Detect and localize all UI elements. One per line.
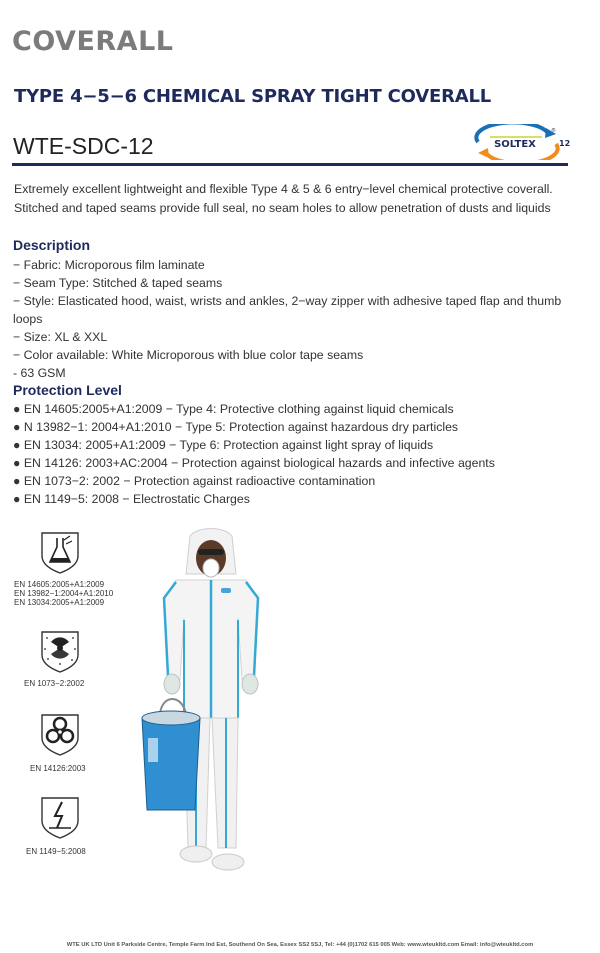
pictogram-caption: EN 1073−2:2002 [24,679,85,688]
protection-title: Protection Level [13,382,122,398]
protection-item: ● EN 14605:2005+A1:2009 − Type 4: Protective clothing against liquid chemicals [13,402,454,416]
pictogram-caption: EN 14605:2005+A1:2009 EN 13982−1:2004+A1:2010 EN 13034:2005+A1:2009 [14,580,114,607]
description-item: − Color available: White Microporous with blue color tape seams [13,348,364,362]
protection-item: ● EN 13034: 2005+A1:2009 − Type 6: Protection against light spray of liquids [13,438,434,452]
description-item: − Fabric: Microporous film laminate [13,258,205,272]
biohazard-icon [38,712,82,756]
protection-item: ● EN 1149−5: 2008 − Electrostatic Charges [13,492,250,506]
product-headline: TYPE 4−5−6 CHEMICAL SPRAY TIGHT COVERALL [14,86,491,107]
logo-number: 12 [559,139,570,148]
description-item: − Seam Type: Stitched & taped seams [13,276,223,290]
description-item: − Style: Elasticated hood, waist, wrists and ankles, 2−way zipper with adhesive taped flap and thumb loops [13,294,562,326]
protection-item: ● EN 14126: 2003+AC:2004 − Protection against biological hazards and infective agents [13,456,495,470]
company-footer: WTE UK LTD Unit 6 Parkside Centre, Temple Farm Ind Est, Southend On Sea, Essex SS2 5SJ, Tel: +44 (0)1702 615 005 Web: www.wteukltd.com Email: info@wteukltd.com [66,942,534,948]
logo-registered-mark: ® [551,128,556,134]
soltex-logo [470,124,570,160]
electrostatic-icon [38,795,82,839]
protection-list [13,400,588,508]
model-number: WTE-SDC-12 [13,133,154,159]
category-heading: COVERALL [12,26,174,57]
radioactive-particles-icon [38,629,82,673]
description-list [13,256,588,382]
coverall-product-photo [138,528,284,878]
description-title: Description [13,237,91,253]
protection-item: ● N 13982−1: 2004+A1:2010 − Type 5: Protection against hazardous dry particles [13,420,459,434]
pictogram-caption: EN 14126:2003 [30,764,86,773]
logo-text: SOLTEX [494,139,536,150]
description-item: - 63 GSM [13,366,66,380]
header-divider [12,163,568,166]
pictogram-caption: EN 1149−5:2008 [26,847,86,856]
chemical-flask-icon [38,530,82,574]
description-item: − Size: XL & XXL [13,330,108,344]
intro-paragraph: Extremely excellent lightweight and flexible Type 4 & 5 & 6 entry−level chemical protective coverall. Stitched and taped seams provide full seal, no seam holes to allow penetration of dusts and liquids [14,182,553,215]
protection-item: ● EN 1073−2: 2002 − Protection against radioactive contamination [13,474,376,488]
